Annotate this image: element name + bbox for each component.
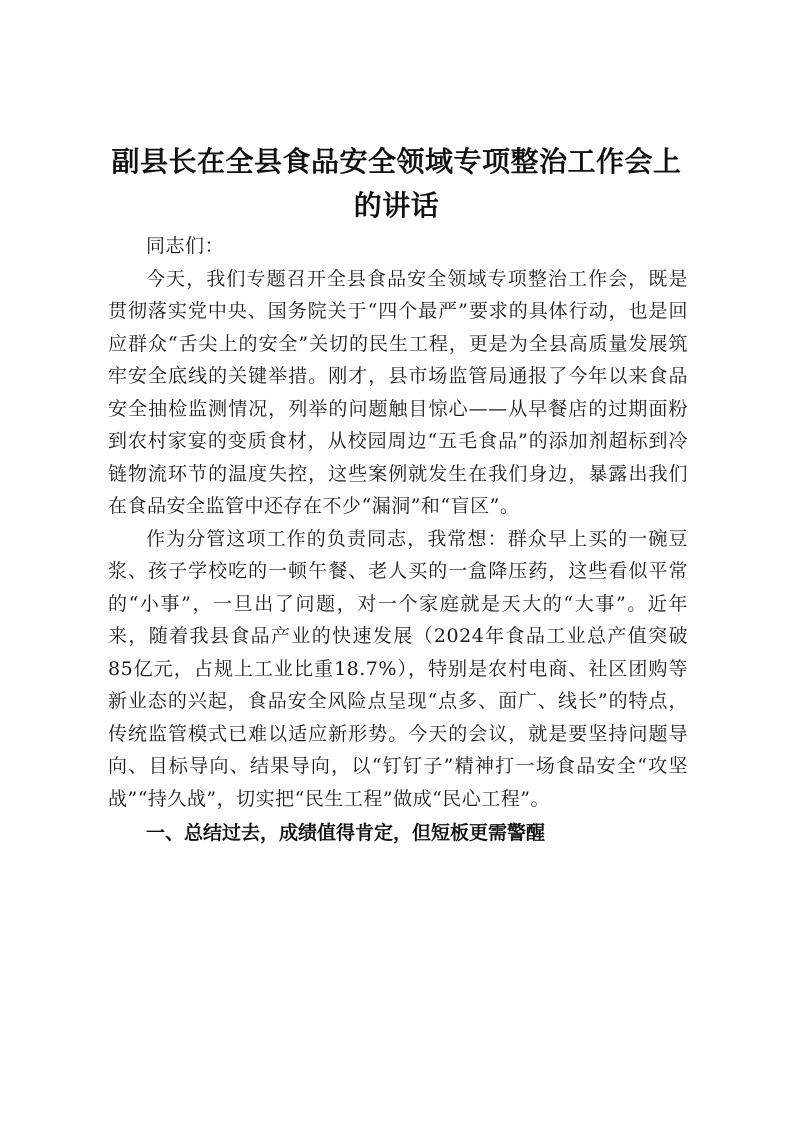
salutation: 同志们：	[146, 235, 225, 257]
document-title: 副县长在全县食品安全领域专项整治工作会上的讲话	[111, 145, 682, 222]
paragraph-responsibility: 作为分管这项工作的负责同志，我常想：群众早上买的一碗豆浆、孩子学校吃的一顿午餐、老人买的一盒降压药，这些看似平常的“小事”，一旦出了问题，对一个家庭就是天大的“大事”。近年来，随着我县食品产业的快速发展（2024年食品工业总产值突破85亿元，占规上工业比重18.7%），特别是农村电商、社区团购等新业态的兴起，食品安全风险点呈现“点多、面广、线长”的特点，传统监管模式已难以适应新形势。今天的会议，就是要坚持问题导向、目标导向、结果导向，以“钉钉子”精神打一场食品安全“攻坚战”“持久战”，切实把“民生工程”做成“民心工程”。	[108, 527, 688, 810]
document-body	[108, 230, 688, 850]
section-heading: 一、总结过去，成绩值得肯定，但短板更需警醒	[146, 822, 546, 844]
paragraph-opening: 今天，我们专题召开全县食品安全领域专项整治工作会，既是贯彻落实党中央、国务院关于“四个最严”要求的具体行动，也是回应群众“舌尖上的安全”关切的民生工程，更是为全县高质量发展筑牢安全底线的关键举措。刚才，县市场监管局通报了今年以来食品安全抽检监测情况，列举的问题触目惊心——从早餐店的过期面粉到农村家宴的变质食材，从校园周边“五毛食品”的添加剂超标到冷链物流环节的温度失控，这些案例就发生在我们身边，暴露出我们在食品安全监管中还存在不少“漏洞”和“盲区”。	[108, 267, 688, 517]
